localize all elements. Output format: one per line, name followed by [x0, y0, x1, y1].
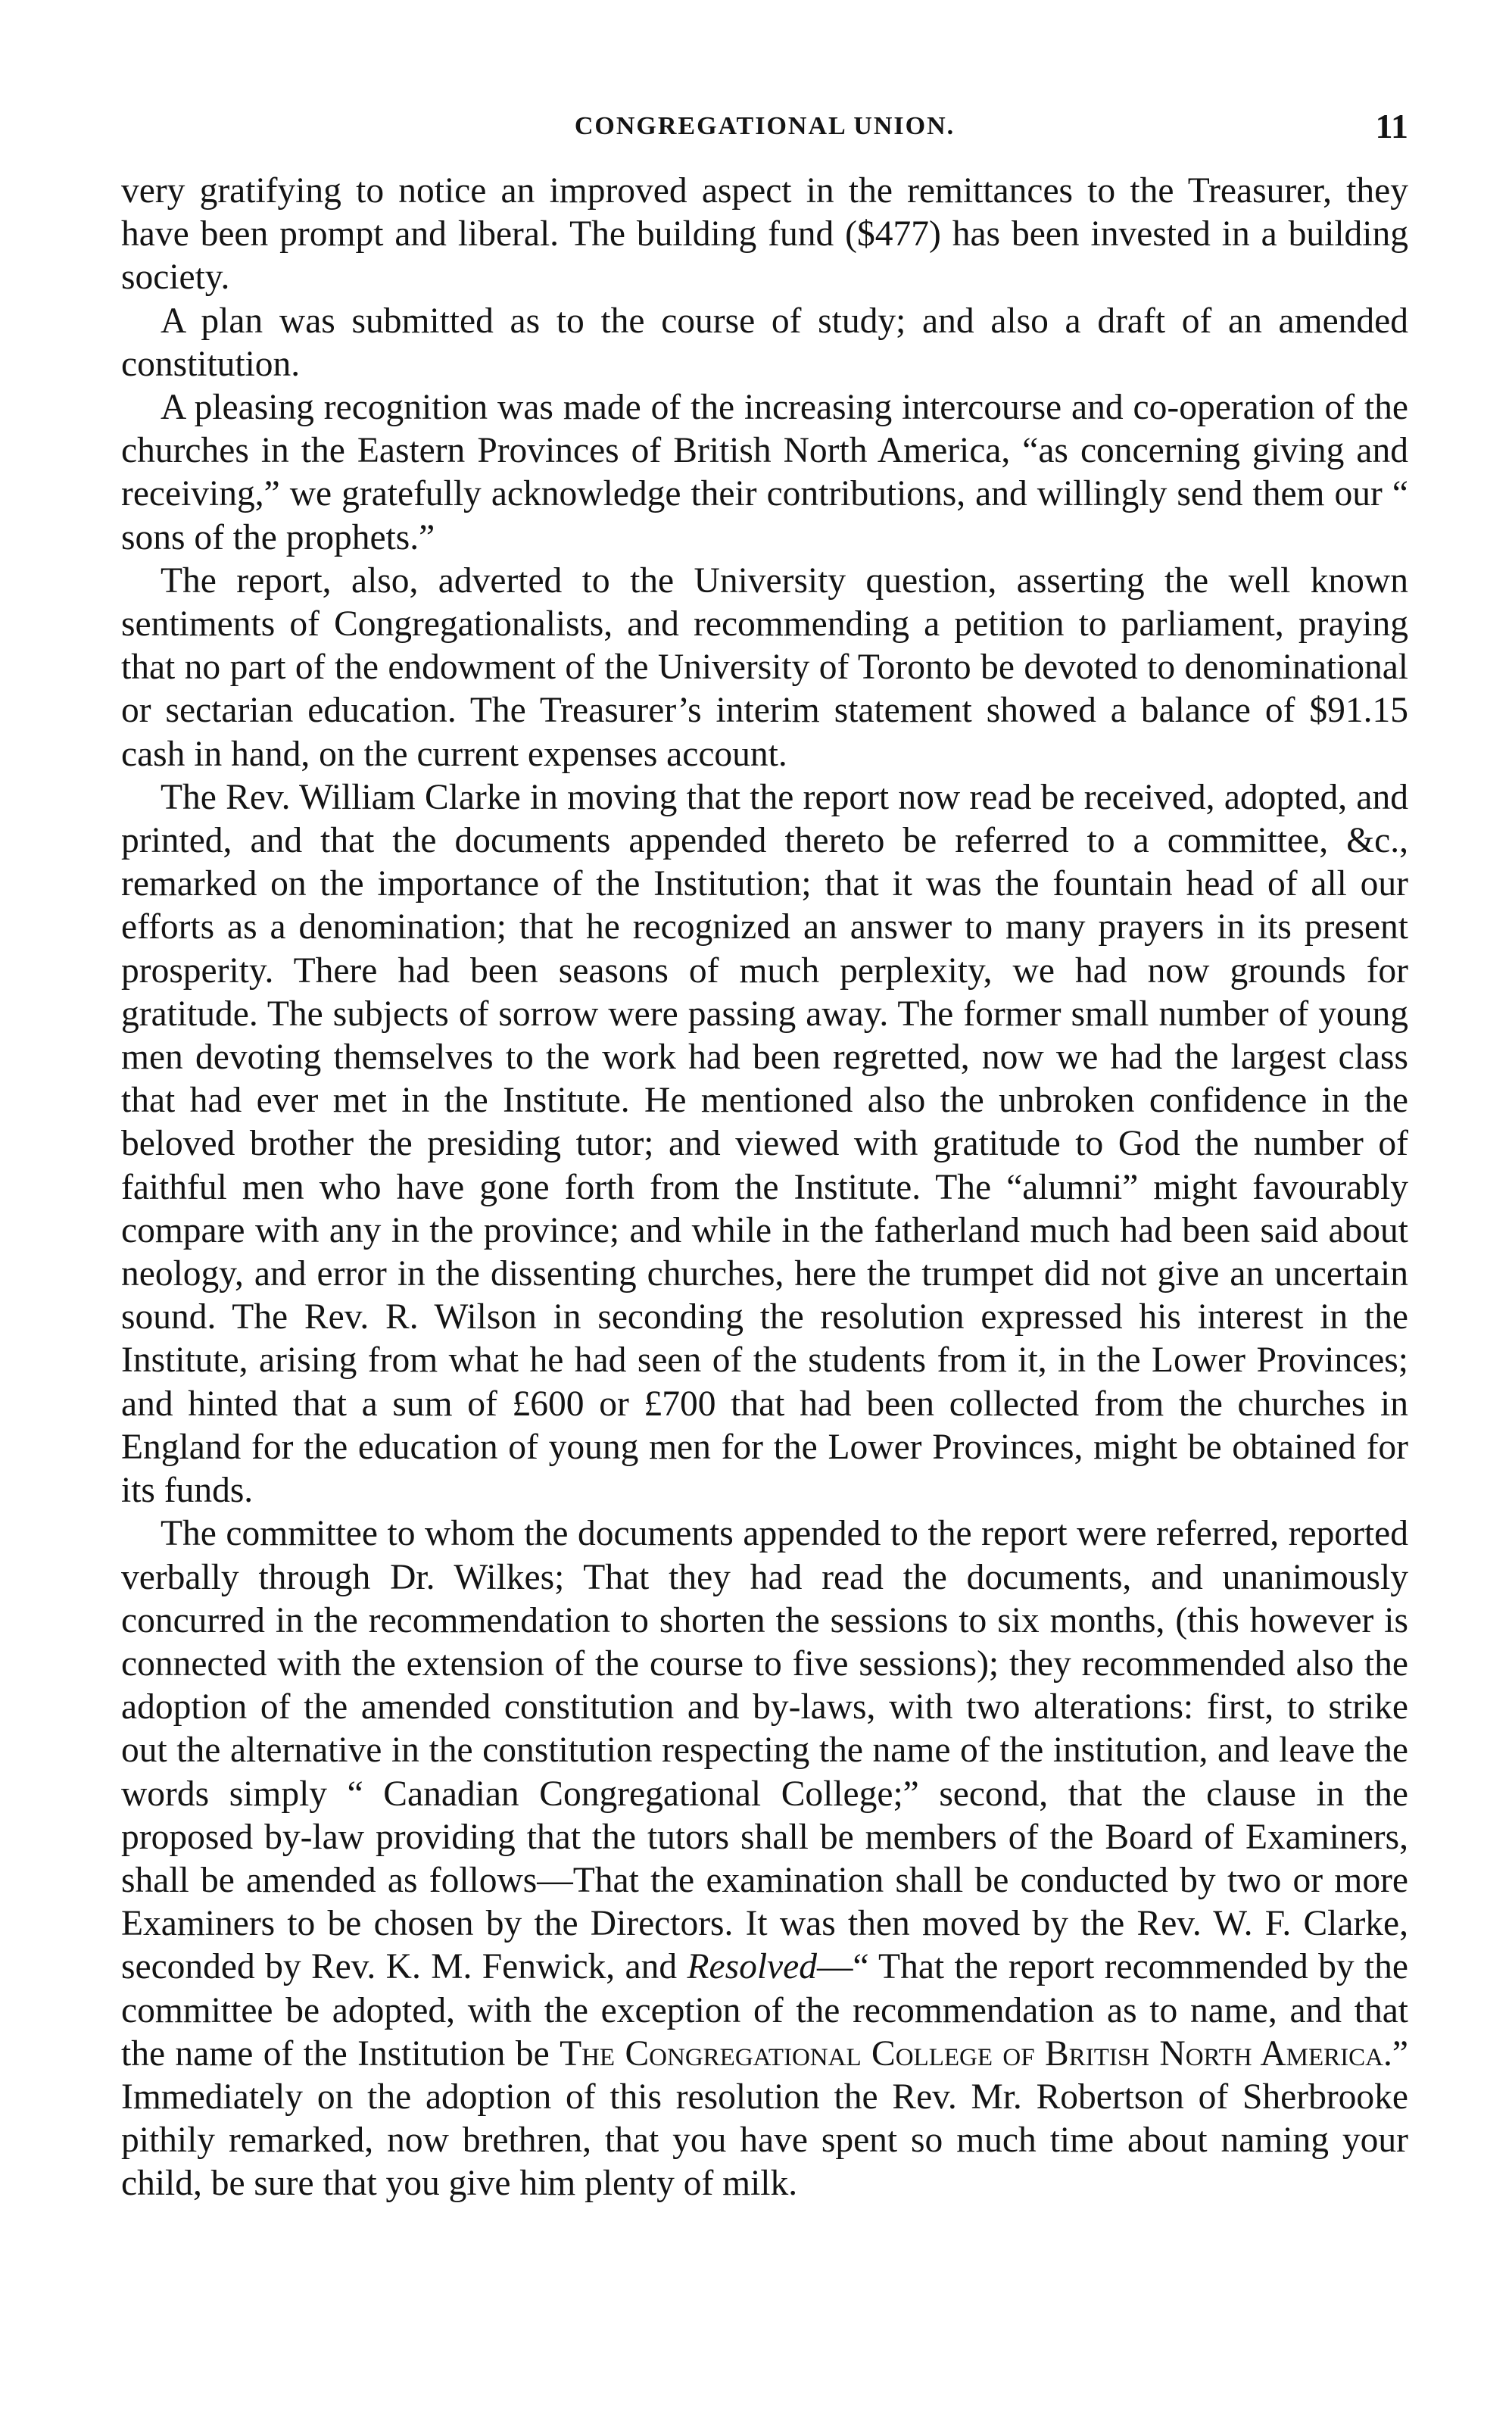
- paragraph: A plan was submitted as to the course of study; and also a draft of an amended constitution.: [121, 301, 1408, 384]
- body-text: [121, 170, 1408, 2206]
- running-head: [121, 106, 1408, 159]
- college-name: The Congregational College of British North America.: [560, 2033, 1392, 2074]
- paragraph: very gratifying to notice an improved aspect in the remittances to the Treasurer, they have been prompt and liberal. The building fund ($477) has been invested in a building society.: [121, 171, 1408, 298]
- paragraph: A pleasing recognition was made of the increasing intercourse and co-operation of the churches in the Eastern Provinces of British North America, “as concerning giving and receiving,” we gratefully acknowledge their contributions, and willingly send them our “ sons of the prophets.”: [121, 388, 1408, 557]
- page: [121, 106, 1408, 2206]
- paragraph-text: The committee to whom the documents appended to the report were referred, reported verbally through Dr. Wilkes; That they had read the documents, and unanimously concurred in the recommendation to shorten the sessions to six months, (this however is connected with the extension of the course to five sessions); they recommended also the adoption of the amended constitution and by-laws, with two alterations: first, to strike out the alternative in the constitution respecting the name of the institution, and leave the words simply “ Canadian Congregational College;” second, that the clause in the proposed by-law providing that the tutors shall be members of the Board of Examiners, shall be amended as follows—That the examination shall be conducted by two or more Examiners to be chosen by the Directors. It was then moved by the Rev. W. F. Clarke, seconded by Rev. K. M. Fenwick, and: [121, 1514, 1408, 1987]
- paragraph: The Rev. William Clarke in moving that the report now read be received, adopted, and printed, and that the documents appended thereto be referred to a committee, &c., remarked on the importance of the Institution; that it was the fountain head of all our efforts as a denomination; that he recognized an answer to many prayers in its present prosperity. There had been seasons of much perplexity, we had now grounds for gratitude. The subjects of sorrow were passing away. The former small number of young men devoting themselves to the work had been regretted, now we had the largest class that had ever met in the Institute. He mentioned also the unbroken confidence in the beloved brother the presiding tutor; and viewed with gratitude to God the number of faithful men who have gone forth from the Institute. The “alumni” might favourably compare with any in the province; and while in the fatherland much had been said about neology, and error in the dissenting churches, here the trumpet did not give an uncertain sound. The Rev. R. Wilson in seconding the resolution expressed his interest in the Institute, arising from what he had seen of the students from it, in the Lower Provinces; and hinted that a sum of £600 or £700 that had been collected from the churches in England for the education of young men for the Lower Provinces, might be obtained for its funds.: [121, 777, 1408, 1511]
- paragraph-text: ” Immediately on the adoption of this resolution the Rev. Mr. Robertson of Sherbrooke pithily remarked, now brethren, that you have spent so much time about naming your child, be sure that you give him plenty of milk.: [121, 2033, 1408, 2204]
- page-number: 11: [1375, 107, 1408, 145]
- paragraph: [121, 1512, 1408, 2205]
- resolved-word: Resolved: [687, 1947, 817, 1987]
- paragraph: The report, also, adverted to the University question, asserting the well known sentiments of Congregationalists, and recommending a petition to parliament, praying that no part of the endowment of the University of Toronto be devoted to denominational or sectarian education. The Treasurer’s interim statement showed a balance of $91.15 cash in hand, on the current expenses account.: [121, 560, 1408, 774]
- running-title: CONGREGATIONAL UNION.: [574, 112, 956, 140]
- paragraph-text: —“ That the report recommended by the committee be adopted, with the exception of the recommendation as to name, and that the name of the Institution be: [121, 1947, 1408, 2074]
